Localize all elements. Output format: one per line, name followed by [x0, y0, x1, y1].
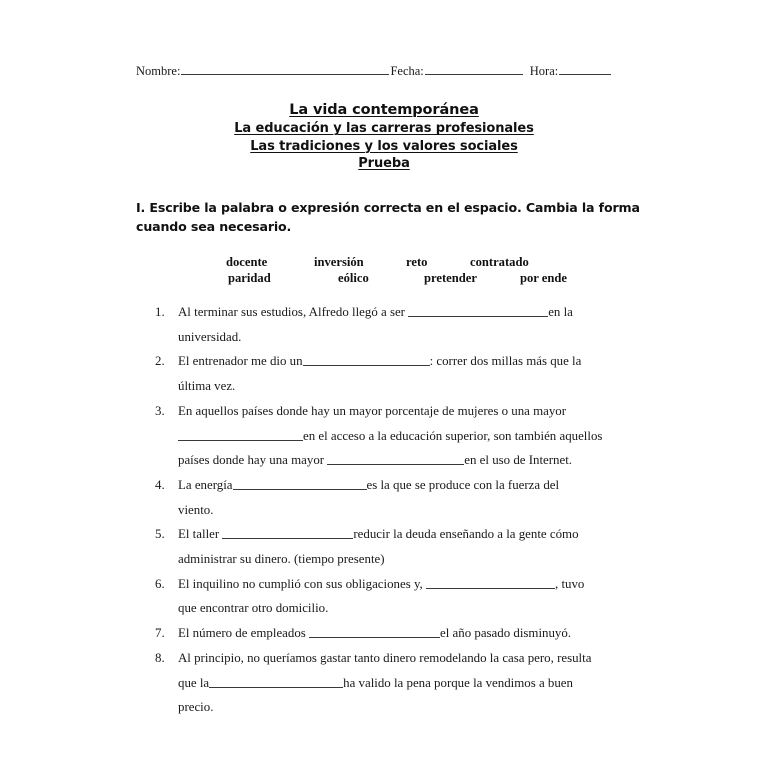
- answer-blank[interactable]: [309, 624, 440, 638]
- title-line-1-text: La vida contemporánea: [289, 102, 479, 118]
- title-line-4-text: Prueba: [358, 155, 410, 171]
- name-input-blank[interactable]: [181, 62, 389, 75]
- question-number: 3.: [155, 403, 165, 418]
- question-text-segment: La energía: [178, 477, 233, 492]
- question-text-segment: en la: [548, 305, 573, 319]
- question-item: [136, 300, 648, 349]
- question-text-segment: ha valido la pena porque la vendimos a buen: [343, 675, 573, 690]
- question-item: [136, 522, 648, 571]
- question-text-line: [178, 671, 648, 696]
- question-text-segment: en el acceso a la educación superior, son también aquellos: [303, 428, 603, 443]
- question-text-line: [178, 522, 648, 547]
- word-bank-term: contratado: [470, 255, 529, 269]
- question-text-line: [178, 695, 648, 720]
- question-number: 7.: [155, 626, 165, 641]
- question-text-line: [178, 547, 648, 572]
- question-text-line: [178, 399, 648, 424]
- question-text-line: [178, 349, 648, 374]
- question-text-segment: En aquellos países donde hay un mayor porcentaje de mujeres o una mayor: [178, 403, 567, 418]
- question-text-segment: última vez.: [178, 379, 236, 394]
- question-text-line: [178, 300, 648, 325]
- question-text-line: [178, 374, 648, 399]
- question-text-segment: Al terminar sus estudios, Alfredo llegó a ser: [178, 305, 409, 319]
- question-text-segment: es la que se produce con la fuerza del: [366, 477, 560, 492]
- document-title-block: [0, 101, 768, 172]
- question-text-line: [178, 596, 648, 621]
- question-item: [136, 646, 648, 720]
- section-instruction: I. Escribe la palabra o expresión correcta en el espacio. Cambia la forma cuando sea necesario.: [136, 200, 640, 235]
- question-text-segment: que la: [178, 675, 210, 690]
- question-text-segment: , tuvo: [555, 576, 585, 591]
- title-line-2: [0, 120, 768, 137]
- hour-input-blank[interactable]: [559, 62, 611, 75]
- question-text-segment: en el uso de Internet.: [464, 453, 573, 468]
- word-bank-row-1: [136, 255, 648, 271]
- question-text-segment: el año pasado disminuyó.: [440, 626, 572, 641]
- question-text-segment: precio.: [178, 700, 214, 715]
- title-line-3: [0, 138, 768, 155]
- word-bank-term: paridad: [228, 271, 271, 285]
- title-line-2-text: La educación y las carreras profesionales: [234, 121, 534, 137]
- answer-blank[interactable]: [303, 352, 430, 366]
- answer-blank[interactable]: [209, 674, 343, 688]
- date-label: Fecha:: [390, 64, 424, 78]
- question-item: [136, 399, 648, 473]
- question-body: [178, 399, 648, 473]
- question-text-segment: viento.: [178, 502, 214, 517]
- question-body: [178, 473, 648, 522]
- question-number: 5.: [155, 527, 165, 542]
- question-body: [178, 646, 648, 720]
- question-body: [178, 300, 648, 349]
- question-number: 2.: [155, 354, 165, 369]
- question-text-segment: : correr dos millas más que la: [429, 354, 582, 369]
- word-bank-term: docente: [226, 255, 268, 269]
- question-text-line: [178, 325, 648, 350]
- name-label: Nombre:: [136, 64, 181, 78]
- date-input-blank[interactable]: [425, 62, 523, 75]
- question-item: [136, 473, 648, 522]
- answer-blank[interactable]: [408, 303, 548, 317]
- title-line-4: [0, 155, 768, 172]
- question-text-line: [178, 572, 648, 597]
- question-body: [178, 349, 648, 398]
- question-text-line: [178, 448, 648, 473]
- word-bank-term: pretender: [424, 271, 477, 285]
- question-body: [178, 572, 648, 621]
- word-bank-term: por ende: [520, 271, 567, 285]
- question-number: 4.: [155, 477, 165, 492]
- word-bank-term: inversión: [314, 255, 364, 269]
- question-text-segment: Al principio, no queríamos gastar tanto dinero remodelando la casa pero, resulta: [178, 650, 592, 665]
- title-line-1: [0, 101, 768, 120]
- question-text-segment: El número de empleados: [178, 626, 310, 641]
- question-text-segment: El inquilino no cumplió con sus obligaciones y,: [178, 576, 426, 591]
- question-body: [178, 621, 648, 646]
- question-item: [136, 572, 648, 621]
- hour-label: Hora:: [529, 64, 559, 78]
- question-number: 8.: [155, 650, 165, 665]
- question-text-segment: administrar su dinero. (tiempo presente): [178, 552, 385, 567]
- word-bank-term: reto: [406, 255, 428, 269]
- question-text-line: [178, 473, 648, 498]
- question-item: [136, 621, 648, 646]
- answer-blank[interactable]: [327, 451, 464, 465]
- question-text-line: [178, 621, 648, 646]
- question-text-line: [178, 424, 648, 449]
- question-body: [178, 522, 648, 571]
- question-text-segment: que encontrar otro domicilio.: [178, 601, 329, 616]
- student-info-header: [136, 62, 656, 79]
- question-text-line: [178, 646, 648, 671]
- word-bank-row-2: [136, 271, 648, 287]
- answer-blank[interactable]: [178, 427, 303, 441]
- question-text-segment: reducir la deuda enseñando a la gente cómo: [353, 527, 579, 542]
- question-text-segment: El entrenador me dio un: [178, 354, 303, 369]
- question-text-segment: universidad.: [178, 329, 242, 344]
- question-text-segment: países donde hay una mayor: [178, 453, 328, 468]
- word-bank-term: eólico: [338, 271, 369, 285]
- question-item: [136, 349, 648, 398]
- word-bank: [136, 255, 648, 287]
- question-number: 6.: [155, 576, 165, 591]
- answer-blank[interactable]: [426, 575, 555, 589]
- question-text-line: [178, 498, 648, 523]
- title-line-3-text: Las tradiciones y los valores sociales: [250, 138, 518, 154]
- question-number: 1.: [155, 305, 165, 319]
- question-text-segment: El taller: [178, 527, 223, 542]
- questions-list: [136, 300, 648, 720]
- answer-blank[interactable]: [233, 476, 367, 490]
- answer-blank[interactable]: [222, 525, 353, 539]
